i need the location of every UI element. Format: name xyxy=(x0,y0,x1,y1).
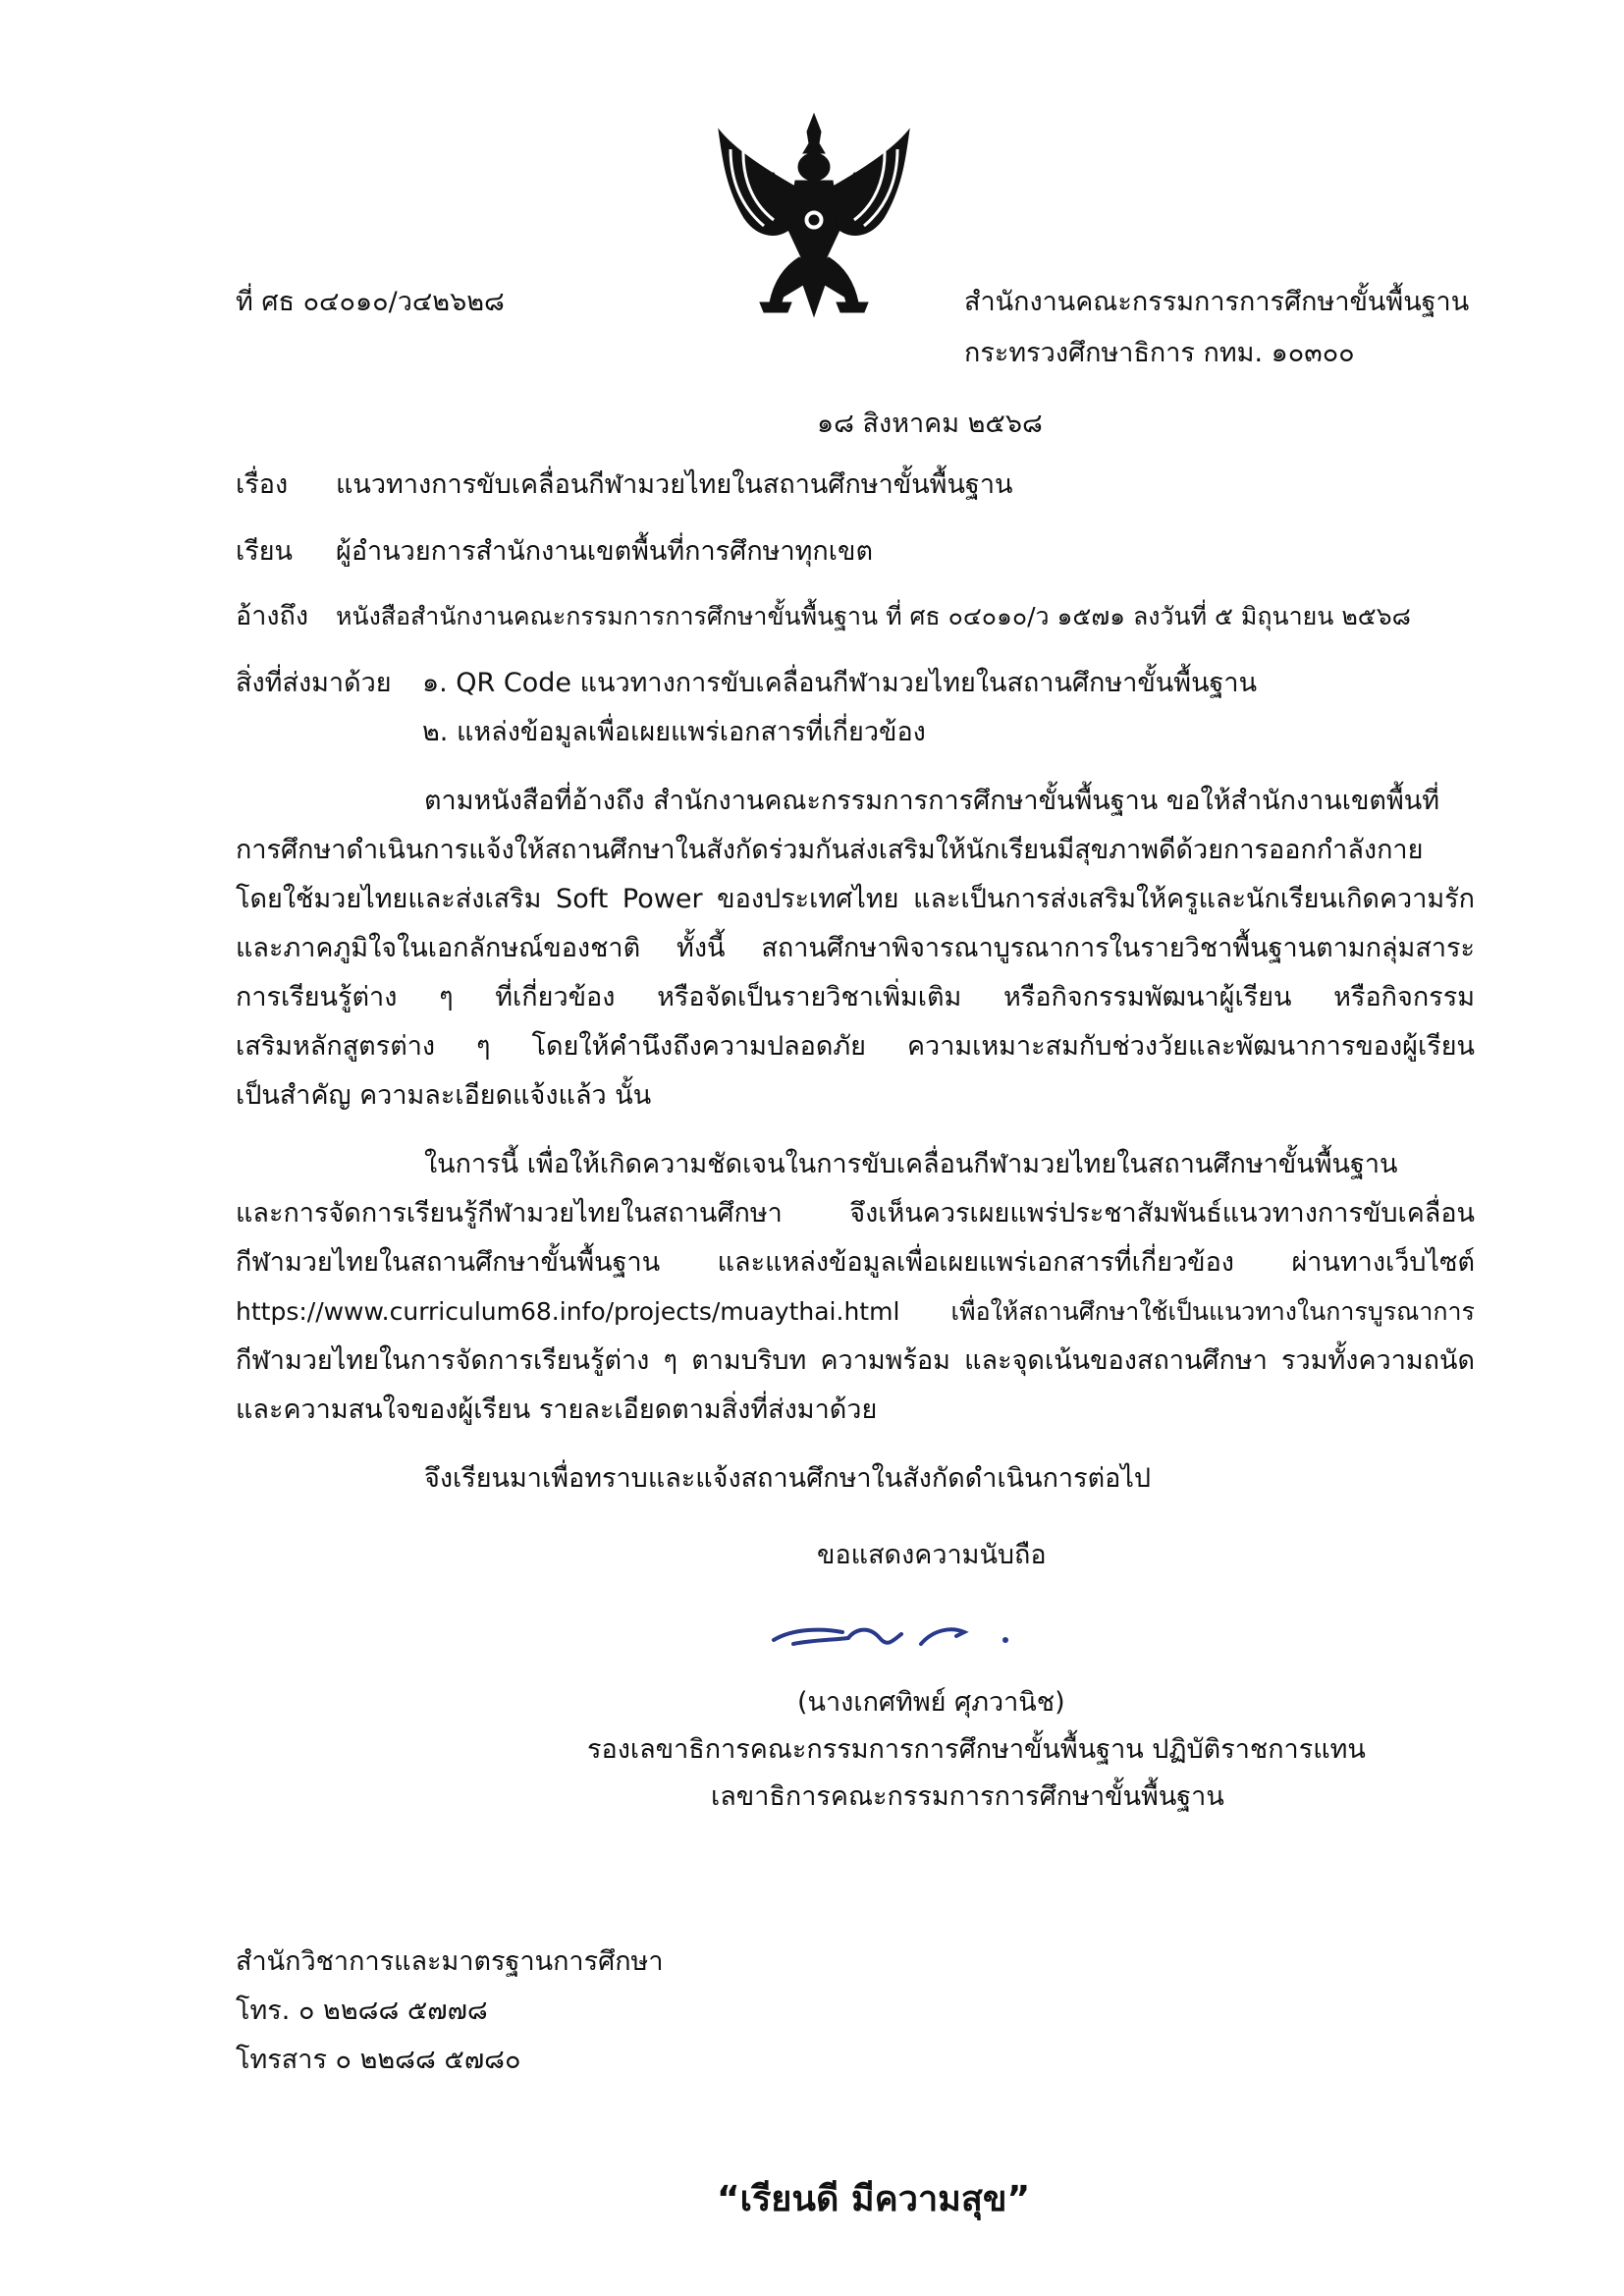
paragraph1-line: เป็นสำคัญ ความละเอียดแจ้งแล้ว นั้น xyxy=(236,1080,652,1111)
garuda-emblem-icon xyxy=(705,110,923,326)
paragraph2-line: และการจัดการเรียนรู้กีฬามวยไทยในสถานศึกษา จึงเห็นควรเผยแพร่ประชาสัมพันธ์แนวทางการขับเคลื่อน xyxy=(236,1198,1475,1229)
handwritten-signature-icon xyxy=(754,1611,1049,1679)
paragraph1-line: ตามหนังสือที่อ้างถึง สำนักงานคณะกรรมการการศึกษาขั้นพื้นฐาน ขอให้สำนักงานเขตพื้นที่ xyxy=(424,786,1440,816)
paragraph2-line: ในการนี้ เพื่อให้เกิดความชัดเจนในการขับเคลื่อนกีฬามวยไทยในสถานศึกษาขั้นพื้นฐาน xyxy=(424,1149,1398,1179)
paragraph2-line: กีฬามวยไทยในสถานศึกษาขั้นพื้นฐาน และแหล่งข้อมูลเพื่อเผยแพร่เอกสารที่เกี่ยวข้อง ผ่านทางเว็บไซต์ xyxy=(236,1247,1475,1278)
enclosure-item: ๒. แหล่งข้อมูลเพื่อเผยแพร่เอกสารที่เกี่ยวข้อง xyxy=(422,717,926,747)
paragraph1-line: และภาคภูมิใจในเอกลักษณ์ของชาติ ทั้งนี้ สถานศึกษาพิจารณาบูรณาการในรายวิชาพื้นฐานตามกลุ่มสาระ xyxy=(236,933,1475,963)
paragraph2-line: และความสนใจของผู้เรียน รายละเอียดตามสิ่งที่ส่งมาด้วย xyxy=(236,1394,878,1425)
document-date: ๑๘ สิงหาคม ๒๕๖๘ xyxy=(817,409,1043,439)
enclosures-label: สิ่งที่ส่งมาด้วย xyxy=(236,668,392,698)
to-label: เรียน xyxy=(236,536,294,567)
paragraph1-line: การศึกษาดำเนินการแจ้งให้สถานศึกษาในสังกัดร่วมกันส่งเสริมให้นักเรียนมีสุขภาพดีด้วยการออกกำลังกาย xyxy=(236,835,1424,865)
reference-label: อ้างถึง xyxy=(236,601,309,631)
to-text: ผู้อำนวยการสำนักงานเขตพื้นที่การศึกษาทุกเขต xyxy=(336,536,873,567)
subject-label: เรื่อง xyxy=(236,469,289,500)
subject-text: แนวทางการขับเคลื่อนกีฬามวยไทยในสถานศึกษาขั้นพื้นฐาน xyxy=(336,469,1013,500)
paragraph1-line: โดยใช้มวยไทยและส่งเสริม Soft Power ของประเทศไทย และเป็นการส่งเสริมให้ครูและนักเรียนเกิดความรัก xyxy=(236,884,1475,914)
complimentary-close: ขอแสดงความนับถือ xyxy=(817,1540,1047,1570)
footer-fax: โทรสาร ๐ ๒๒๘๘ ๕๗๘๐ xyxy=(236,2045,521,2075)
signatory-name: (นางเกศทิพย์ ศุภวานิช) xyxy=(797,1687,1065,1718)
signatory-title: เลขาธิการคณะกรรมการการศึกษาขั้นพื้นฐาน xyxy=(711,1781,1224,1812)
paragraph1-line: เสริมหลักสูตรต่าง ๆ โดยให้คำนึงถึงความปลอดภัย ความเหมาะสมกับช่วงวัยและพัฒนาการของผู้เรียน xyxy=(236,1031,1475,1062)
paragraph2-url-line: https://www.curriculum68.info/projects/muaythai.html เพื่อให้สถานศึกษาใช้เป็นแนวทางในการบูรณาการ xyxy=(236,1297,1475,1326)
footer-phone: โทร. ๐ ๒๒๘๘ ๕๗๗๘ xyxy=(236,1995,488,2026)
paragraph1-line: การเรียนรู้ต่าง ๆ ที่เกี่ยวข้อง หรือจัดเป็นรายวิชาเพิ่มเติม หรือกิจกรรมพัฒนาผู้เรียน หรือกิจกรรม xyxy=(236,982,1475,1012)
closing-sentence: จึงเรียนมาเพื่อทราบและแจ้งสถานศึกษาในสังกัดดำเนินการต่อไป xyxy=(424,1463,1152,1494)
paragraph2-line: กีฬามวยไทยในการจัดการเรียนรู้ต่าง ๆ ตามบริบท ความพร้อม และจุดเน้นของสถานศึกษา รวมทั้งความถนัด xyxy=(236,1345,1475,1376)
motto: “เรียนดี มีความสุข” xyxy=(717,2179,1031,2219)
issuing-office: สำนักงานคณะกรรมการการศึกษาขั้นพื้นฐาน xyxy=(964,287,1470,317)
enclosure-item: ๑. QR Code แนวทางการขับเคลื่อนกีฬามวยไทยในสถานศึกษาขั้นพื้นฐาน xyxy=(422,668,1258,698)
reference-text: หนังสือสำนักงานคณะกรรมการการศึกษาขั้นพื้นฐาน ที่ ศธ ๐๔๐๑๐/ว ๑๕๗๑ ลงวันที่ ๕ มิถุนายน ๒๕๖๘ xyxy=(336,602,1411,630)
document-number: ที่ ศธ ๐๔๐๑๐/ว๔๒๖๒๘ xyxy=(236,287,505,317)
office-address: กระทรวงศึกษาธิการ กทม. ๑๐๓๐๐ xyxy=(964,338,1355,368)
footer-department: สำนักวิชาการและมาตรฐานการศึกษา xyxy=(236,1946,664,1977)
signatory-title: รองเลขาธิการคณะกรรมการการศึกษาขั้นพื้นฐาน ปฏิบัติราชการแทน xyxy=(587,1734,1366,1765)
